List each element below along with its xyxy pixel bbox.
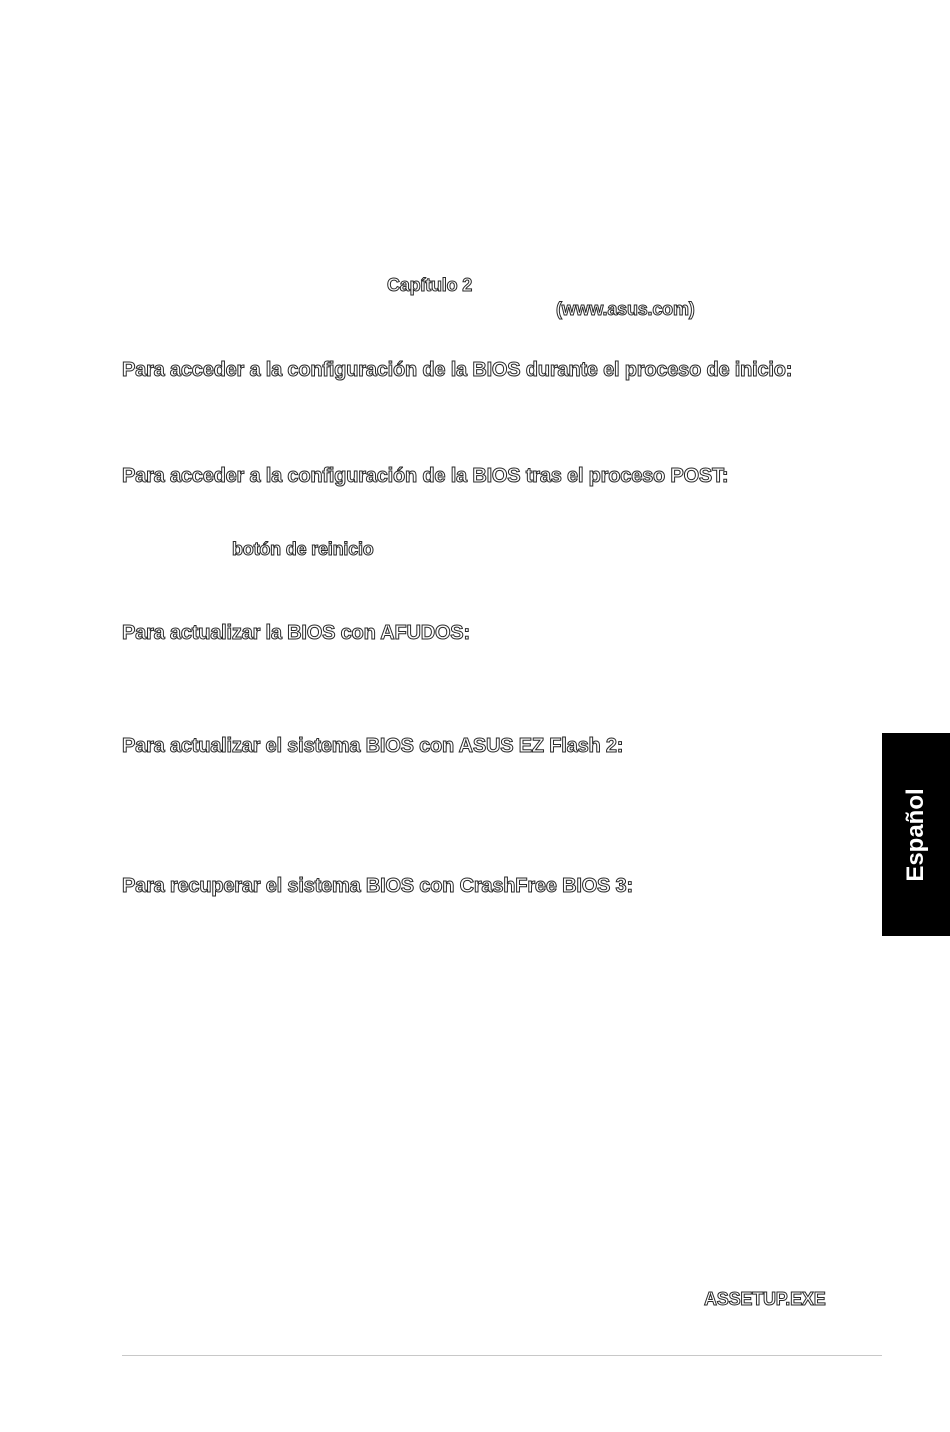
chapter-reference: Capítulo 2 (387, 275, 473, 295)
reset-button-reference: botón de reinicio (232, 539, 374, 559)
website-reference: (www.asus.com) (556, 299, 695, 319)
language-tab-label: Español (902, 787, 929, 882)
heading-bios-during-boot: Para acceder a la configuración de la BIOS durante el proceso de inicio: (122, 359, 793, 381)
footer-divider (122, 1355, 882, 1356)
heading-bios-after-post: Para acceder a la configuración de la BIOS tras el proceso POST: (122, 465, 729, 487)
language-tab (882, 733, 950, 936)
heading-update-ez-flash: Para actualizar el sistema BIOS con ASUS EZ Flash 2: (122, 735, 624, 757)
setup-file-reference: ASSETUP.EXE (704, 1289, 826, 1309)
heading-recover-crashfree: Para recuperar el sistema BIOS con CrashFree BIOS 3: (122, 875, 633, 897)
heading-update-afudos: Para actualizar la BIOS con AFUDOS: (122, 622, 470, 644)
